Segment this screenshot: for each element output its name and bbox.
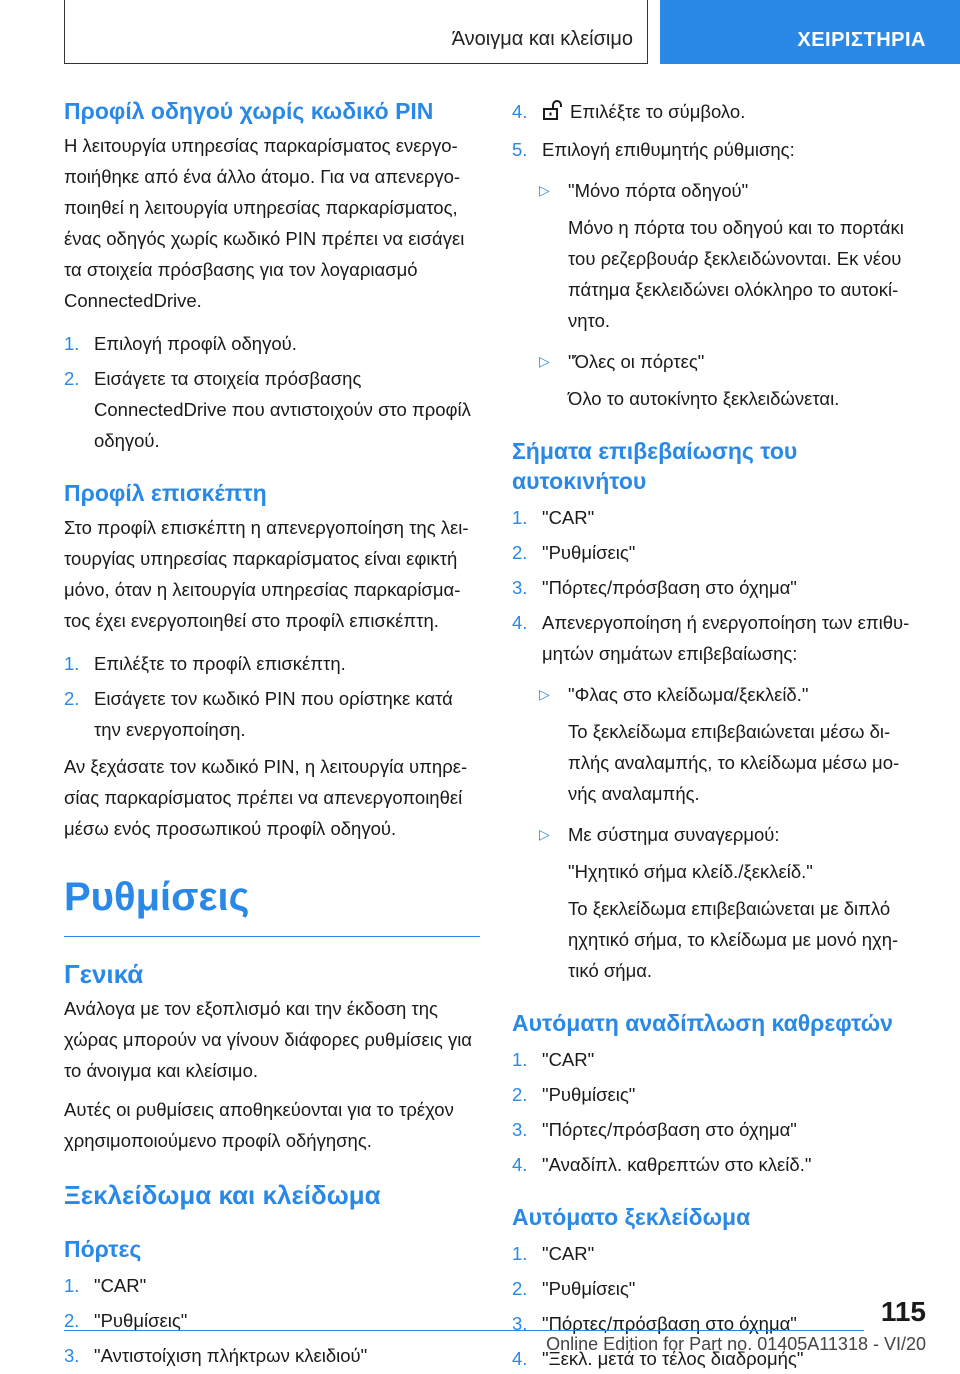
step-number: 4. [512,1154,528,1175]
step-number: 1. [64,653,80,674]
list-item [64,363,480,456]
step-number: 2. [512,542,528,563]
step-number: 3. [512,1313,528,1334]
option-sublabel: "Ηχητικό σήμα κλείδ./ξεκλείδ." [568,861,813,882]
step-text: "Αντιστοίχιση πλήκτρων κλειδιού" [94,1345,368,1366]
bullet-item [512,175,922,206]
step-number: 1. [512,507,528,528]
list-item [512,1044,922,1075]
paragraph: Ανάλογα με τον εξοπλισμό και την έκδοση της χώρας μπορούν να γίνουν διάφορες ρυθμίσεις για το άνοιγμα και κλείσιμο. [64,998,472,1081]
paragraph: Στο προφίλ επισκέπτη η απενεργοποίηση της λει-τουργίας υπηρεσίας παρκαρίσματος είναι εφικτή μόνο, όταν η λειτουργία υπηρεσίας παρκαρίσμα-τος έχει ενεργοποιηθεί στο προφίλ επισκέπτη. [64,517,469,631]
step-text: Απενεργοποίηση ή ενεργοποίηση των επιθυ-μητών σημάτων επιβεβαίωσης: [542,612,910,664]
bullet-item [512,346,922,377]
option-description: Το ξεκλείδωμα επιβεβαιώνεται με διπλό ηχητικό σήμα, το κλείδωμα με μονό ηχη-τικό σήμα. [568,898,899,981]
option-description: Όλο το αυτοκίνητο ξεκλειδώνεται. [568,388,840,409]
step-number: 1. [512,1049,528,1070]
paragraph: Η λειτουργία υπηρεσίας παρκαρίσματος ενεργο-ποιήθηκε από ένα άλλο άτομο. Για να απενεργο-ποιηθεί η λειτουργία υπηρεσίας παρκαρίσματος, ένας οδηγός χωρίς κωδικό PIN πρέπει να εισάγει τα στοιχεία πρόσβασης για τον λογαριασμό ConnectedDrive. [64,135,465,311]
step-text: Επιλογή προφίλ οδηγού. [94,333,297,354]
option-label: "Όλες οι πόρτες" [568,351,705,372]
step-number: 1. [512,1243,528,1264]
heading-driver-profile-no-pin: Προφίλ οδηγού χωρίς κωδικό PIN [64,98,434,124]
step-text: Εισάγετε τα στοιχεία πρόσβασης ConnectedDrive που αντιστοιχούν στο προφίλ οδηγού. [94,368,471,451]
chapter-tab: ΧΕΙΡΙΣΤΗΡΙΑ [660,0,960,64]
list-item [64,683,480,745]
left-column [64,96,480,1371]
step-number: 4. [512,612,528,633]
heading-confirmation-signals: Σήματα επιβεβαίωσης του αυτοκινήτου [512,438,798,494]
step-number: 2. [64,1310,80,1331]
numbered-list [512,1044,922,1180]
list-item [512,607,922,669]
step-text: "Ρυθμίσεις" [542,1084,636,1105]
step-text: "Ξεκλ. μετά το τέλος διαδρομής" [542,1348,804,1369]
page-header [0,0,960,66]
heading-unlock-lock: Ξεκλείδωμα και κλείδωμα [64,1180,381,1210]
option-label: Με σύστημα συναγερμού: [568,824,780,845]
step-text: Επιλογή επιθυμητής ρύθμισης: [542,139,795,160]
list-item [512,1238,922,1269]
heading-automatic-unlock: Αυτόματο ξεκλείδωμα [512,1204,751,1230]
bullet-item [512,679,922,710]
step-text: "Αναδίπλ. καθρεπτών στο κλείδ." [542,1154,812,1175]
section-title: Άνοιγμα και κλείσιμο [64,0,648,64]
step-text: "CAR" [94,1275,147,1296]
step-number: 3. [64,1345,80,1366]
heading-general: Γενικά [64,959,144,989]
list-item [512,502,922,533]
right-column [512,96,922,1374]
step-number: 4. [512,101,528,122]
triangle-bullet-icon: ▷ [539,353,550,369]
step-number: 2. [512,1084,528,1105]
triangle-bullet-icon: ▷ [539,686,550,702]
list-item [64,1270,480,1301]
step-text: "Πόρτες/πρόσβαση στο όχημα" [542,577,797,598]
step-text: "CAR" [542,1243,595,1264]
step-number: 2. [64,688,80,709]
step-number: 5. [512,139,528,160]
step-text: "Ρυθμίσεις" [542,1278,636,1299]
option-label: "Φλας στο κλείδωμα/ξεκλείδ." [568,684,809,705]
footer-divider [64,1330,864,1331]
list-item [512,1079,922,1110]
step-number: 2. [512,1278,528,1299]
triangle-bullet-icon: ▷ [539,826,550,842]
step-number: 2. [64,368,80,389]
step-text: "CAR" [542,507,595,528]
step-number: 1. [64,1275,80,1296]
step-number: 1. [64,333,80,354]
paragraph: Αν ξεχάσατε τον κωδικό PIN, η λειτουργία υπηρε-σίας παρκαρίσματος πρέπει να απενεργοποιηθεί μέσω ενός προσωπικού προφίλ οδηγού. [64,756,468,839]
list-item [512,572,922,603]
list-item [512,1114,922,1145]
heading-mirror-folding: Αυτόματη αναδίπλωση καθρεφτών [512,1010,893,1036]
list-item [64,648,480,679]
step-number: 3. [512,577,528,598]
bullet-item [512,819,922,850]
option-label: "Μόνο πόρτα οδηγού" [568,180,749,201]
list-item [512,134,922,165]
numbered-list [64,1270,480,1371]
heading-doors: Πόρτες [64,1236,142,1262]
step-text: Επιλέξτε το σύμβολο. [570,101,746,122]
step-text: "Ρυθμίσεις" [542,542,636,563]
step-text: "Πόρτες/πρόσβαση στο όχημα" [542,1119,797,1140]
numbered-list [64,328,480,456]
option-description: Το ξεκλείδωμα επιβεβαιώνεται μέσω δι-πλής αναλαμπής, το κλείδωμα μέσω μο-νής αναλαμπής. [568,721,900,804]
step-text: "Πόρτες/πρόσβαση στο όχημα" [542,1313,797,1334]
heading-guest-profile: Προφίλ επισκέπτη [64,480,267,506]
edition-footer: Online Edition for Part no. 01405A11318 - VI/20 [546,1334,926,1354]
heading-settings: Ρυθμίσεις [64,872,480,937]
step-text: "Ρυθμίσεις" [94,1310,188,1331]
paragraph: Αυτές οι ρυθμίσεις αποθηκεύονται για το τρέχον χρησιμοποιούμενο προφίλ οδήγησης. [64,1099,454,1151]
numbered-list [512,502,922,669]
list-item [512,96,922,130]
list-item [64,328,480,359]
triangle-bullet-icon: ▷ [539,182,550,198]
list-item [64,1305,480,1336]
step-text: Εισάγετε τον κωδικό PIN που ορίστηκε κατά την ενεργοποίηση. [94,688,453,740]
step-number: 4. [512,1348,528,1369]
step-text: Επιλέξτε το προφίλ επισκέπτη. [94,653,346,674]
option-description: Μόνο η πόρτα του οδηγού και το πορτάκι του ρεζερβουάρ ξεκλειδώνονται. Εκ νέου πάτημα ξεκλειδώνει ολόκληρο το αυτοκί-νητο. [568,217,904,331]
list-item [512,1149,922,1180]
step-text: "CAR" [542,1049,595,1070]
numbered-list [64,648,480,745]
page-number: 115 [880,1296,926,1327]
unlock-icon [542,99,564,130]
list-item [512,537,922,568]
step-number: 3. [512,1119,528,1140]
